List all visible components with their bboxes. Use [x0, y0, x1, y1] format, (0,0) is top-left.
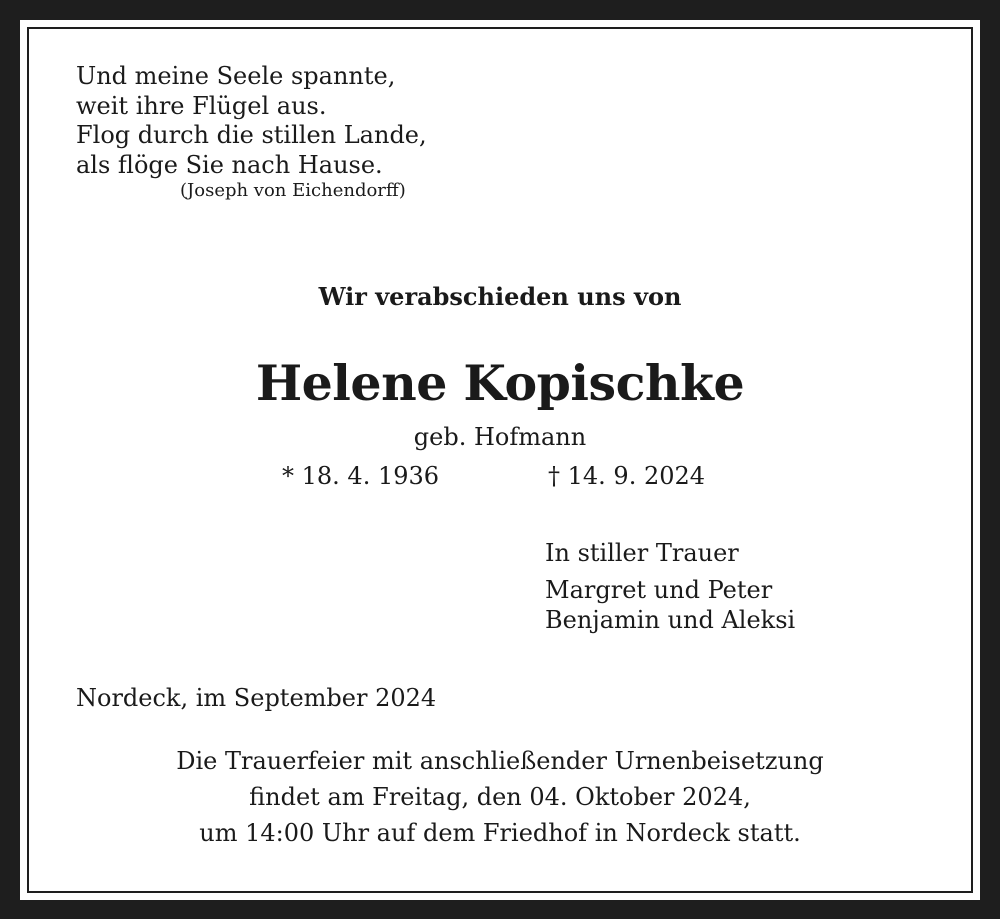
ceremony-line: findet am Freitag, den 04. Oktober 2024,	[249, 783, 751, 811]
ceremony-line: um 14:00 Uhr auf dem Friedhof in Nordeck statt.	[199, 819, 801, 847]
ceremony-info	[20, 743, 980, 851]
mourners-block	[545, 538, 795, 635]
poem-line: weit ihre Flügel aus.	[76, 91, 327, 120]
ceremony-line: Die Trauerfeier mit anschließender Urnenbeisetzung	[176, 747, 824, 775]
birth-name: geb. Hofmann	[413, 423, 587, 451]
mourners-heading: In stiller Trauer	[545, 539, 739, 567]
mourner-name: Margret und Peter	[545, 576, 773, 604]
poem-line: als flöge Sie nach Hause.	[76, 150, 383, 179]
farewell-heading: Wir verabschieden uns von	[318, 282, 682, 311]
poem-line: Und meine Seele spannte,	[76, 62, 396, 90]
poem	[76, 62, 427, 180]
poem-line: Flog durch die stillen Lande,	[76, 121, 427, 149]
mourner-name: Benjamin und Aleksi	[545, 606, 796, 634]
deceased-name: Helene Kopischke	[255, 354, 745, 412]
poem-author: (Joseph von Eichendorff)	[180, 180, 406, 201]
death-date: † 14. 9. 2024	[548, 462, 706, 490]
place-date: Nordeck, im September 2024	[76, 684, 437, 712]
birth-date: * 18. 4. 1936	[282, 462, 440, 490]
obituary-notice	[20, 20, 980, 900]
